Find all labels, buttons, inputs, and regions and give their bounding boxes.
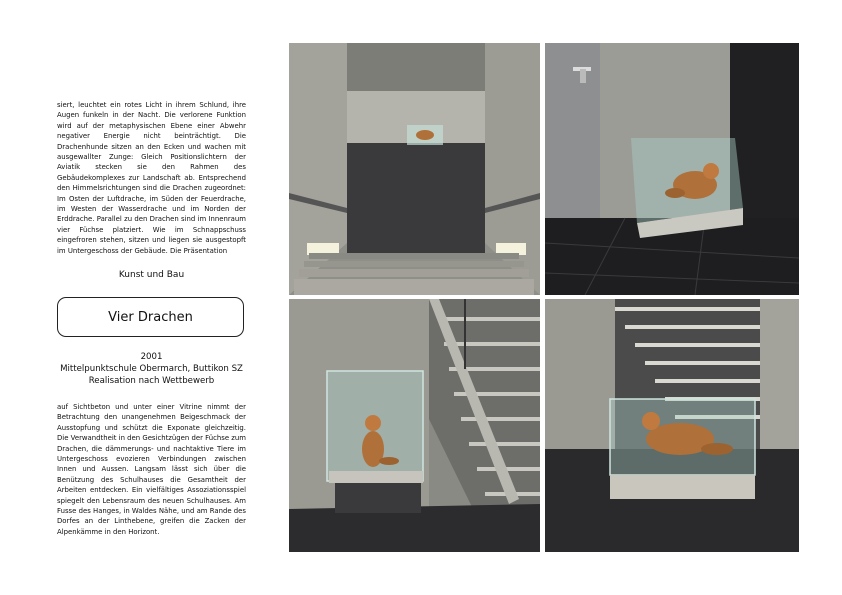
photo-stairway-fox: [289, 43, 540, 295]
body-text-bottom: auf Sichtbeton und unter einer Vitrine nimmt der Betrachtung den unangenehmen Beigeschmack der Ausstopfung und schützt die Exponate gleichzeitig. Die Verwandtheit in den Gesichtzügen der Füchse zum Drachen, die dämmerungs- und nachtaktive Tiere im Untergeschoss evozieren Verbindungen zwischen Innen und Aussen. Langsam lässt sich über die Benützung des Schulhauses die Gesamtheit der Arbeiten entdecken. Ein vielfältiges Assoziationsspiel spiegelt den Lebensraum des neuen Schulhauses. Am Fusse des Hanges, in Waldes Nähe, und am Rande des Dorfes an der Linthebene, greifen die Zacken der Alpenkämme in den Horizont.: [57, 403, 246, 536]
body-text-top: siert, leuchtet ein rotes Licht in ihrem Schlund, ihre Augen funkeln in der Nacht. Die verlorene Funktion wird auf der metaphysischen Ebene einer Abwehr negativer Energie nicht beinträchtigt. Die Drachenhunde sitzen an den Ecken und wachen mit ausgewallter Zunge: Gleich Positionslichtern der Aviatik stecken sie den Rahmen des Gebäudekomplexes zur Landschaft ab. Entsprechend den Himmelsrichtungen sind die Drachen zugeordnet: Im Osten der Luftdrache, im Süden der Feuerdrache, im Westen der Wasserdrache und im Norden der Erddrache. Parallel zu den Drachen sind im Innenraum vier Füchse platziert. Wie im Schnappschuss eingefroren stehen, sitzen und liegen sie ausgestopft im Untergeschoss der Gebäude. Die Präsentation: [57, 101, 246, 255]
project-year: 2001: [140, 352, 163, 362]
page-title: Vier Drachen: [108, 309, 193, 325]
project-location: Mittelpunktschule Obermarch, Buttikon SZ: [60, 364, 243, 374]
photo-door-fox-vitrine: [545, 43, 799, 295]
photo-sitting-fox-staircase: [289, 299, 540, 552]
section-label: Kunst und Bau: [118, 270, 185, 280]
project-realisation: Realisation nach Wettbewerb: [88, 376, 215, 386]
project-meta: [57, 351, 246, 387]
title-box: [57, 297, 244, 337]
photo-fox-under-stairs: [545, 299, 799, 552]
